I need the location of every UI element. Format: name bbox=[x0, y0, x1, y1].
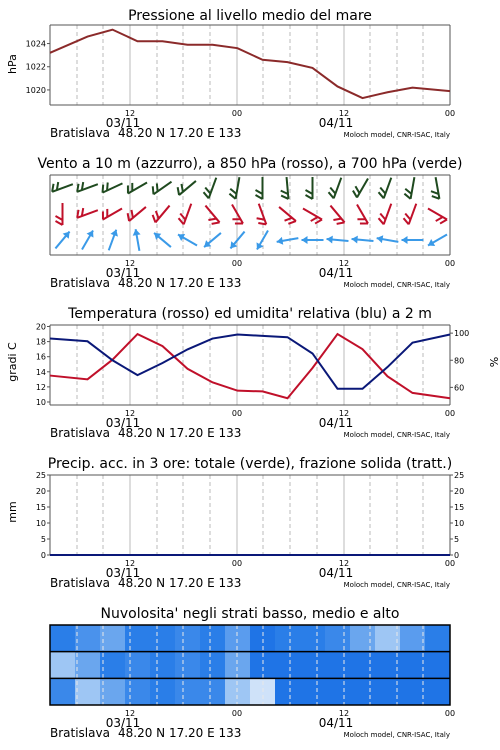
date-label-0411: 04/11 bbox=[318, 266, 354, 280]
cloud-cell bbox=[275, 678, 301, 705]
date-label-0311: 03/11 bbox=[105, 266, 141, 280]
tick-label-12b: 12 bbox=[338, 109, 350, 118]
cloud-cell bbox=[100, 678, 126, 705]
cloud-cell bbox=[300, 625, 326, 652]
cloud-cell bbox=[225, 625, 251, 652]
credit-label: Moloch model, CNR-ISAC, Italy bbox=[343, 581, 450, 589]
ytick-label: 20 bbox=[35, 487, 46, 496]
cloud-cell bbox=[150, 652, 176, 679]
pressure-title: Pressione al livello medio del mare bbox=[128, 8, 372, 24]
tick-label-12b: 12 bbox=[338, 559, 350, 568]
tick-label-12a: 12 bbox=[124, 709, 136, 718]
plot-background bbox=[50, 475, 450, 555]
cloud-cell bbox=[225, 678, 251, 705]
cloud-plot bbox=[50, 625, 451, 705]
cloud-cell bbox=[150, 625, 176, 652]
cloud-cell bbox=[150, 678, 176, 705]
humidity-ylabel: % bbox=[487, 356, 500, 368]
ytick-label: 1022 bbox=[25, 62, 46, 72]
ytick-label-right: 20 bbox=[454, 487, 465, 496]
tick-label-12b: 12 bbox=[338, 709, 350, 718]
plot-background bbox=[50, 25, 450, 105]
cloud-cell bbox=[350, 652, 376, 679]
credit-label: Moloch model, CNR-ISAC, Italy bbox=[343, 281, 450, 289]
wind-plot bbox=[50, 175, 450, 255]
cloud-cell bbox=[400, 678, 426, 705]
tick-label-12a: 12 bbox=[124, 259, 136, 268]
cloud-cell bbox=[125, 625, 151, 652]
cloud-cell bbox=[350, 678, 376, 705]
ytick-label-right: 100 bbox=[454, 329, 470, 339]
tick-label-00a: 00 bbox=[231, 409, 243, 418]
ytick-label: 1024 bbox=[25, 39, 46, 49]
tick-label-12a: 12 bbox=[124, 109, 136, 118]
coords-label: 48.20 N 17.20 E 133 bbox=[118, 576, 242, 590]
pressure-ylabel: hPa bbox=[6, 54, 19, 74]
date-label-0311: 03/11 bbox=[105, 416, 141, 430]
cloud-cell bbox=[50, 625, 76, 652]
cloud-cell bbox=[125, 678, 151, 705]
tick-label-00b: 00 bbox=[444, 259, 456, 268]
cloud-cell bbox=[50, 678, 76, 705]
coords-label: 48.20 N 17.20 E 133 bbox=[118, 126, 242, 140]
cloud-cell bbox=[275, 625, 301, 652]
precipitation-panel bbox=[0, 450, 500, 600]
ytick-label-right: 80 bbox=[454, 356, 465, 366]
ytick-label: 1020 bbox=[25, 85, 46, 95]
cloud-cell bbox=[100, 625, 126, 652]
cloud-cell bbox=[175, 625, 201, 652]
cloud-cell bbox=[400, 652, 426, 679]
ytick-label-right: 10 bbox=[454, 519, 465, 528]
tick-label-12b: 12 bbox=[338, 259, 350, 268]
cloud-cell bbox=[325, 652, 351, 679]
credit-label: Moloch model, CNR-ISAC, Italy bbox=[343, 431, 450, 439]
wind-title: Vento a 10 m (azzurro), a 850 hPa (rosso), a 700 hPa (verde) bbox=[37, 156, 463, 172]
date-label-0311: 03/11 bbox=[105, 116, 141, 130]
ytick-label-right: 15 bbox=[454, 503, 465, 512]
cloud-cell bbox=[275, 652, 301, 679]
wind-panel bbox=[0, 150, 500, 300]
date-label-0411: 04/11 bbox=[318, 416, 354, 430]
pressure-plot bbox=[26, 25, 450, 105]
coords-label: 48.20 N 17.20 E 133 bbox=[118, 276, 242, 290]
cloud-cell bbox=[425, 678, 451, 705]
cloud-cell bbox=[425, 625, 451, 652]
ytick-label: 10 bbox=[35, 519, 46, 528]
cloud-cell bbox=[325, 678, 351, 705]
cloud-cell bbox=[175, 678, 201, 705]
cloud-title: Nuvolosita' negli strati basso, medio e alto bbox=[100, 606, 400, 622]
ytick-label: 20 bbox=[35, 322, 46, 332]
city-label: Bratislava bbox=[50, 126, 110, 140]
tick-label-12a: 12 bbox=[124, 409, 136, 418]
city-label: Bratislava bbox=[50, 426, 110, 440]
cloud-cell bbox=[200, 625, 226, 652]
temperature-title: Temperatura (rosso) ed umidita' relativa (blu) a 2 m bbox=[68, 306, 432, 322]
temperature-ylabel: gradi C bbox=[6, 342, 19, 382]
temperature-panel bbox=[0, 300, 500, 450]
tick-label-00a: 00 bbox=[231, 709, 243, 718]
city-label: Bratislava bbox=[50, 576, 110, 590]
precipitation-title: Precip. acc. in 3 ore: totale (verde), frazione solida (tratt.) bbox=[47, 456, 453, 472]
cloud-cell bbox=[200, 678, 226, 705]
credit-label: Moloch model, CNR-ISAC, Italy bbox=[343, 731, 450, 739]
coords-label: 48.20 N 17.20 E 133 bbox=[118, 426, 242, 440]
tick-label-12a: 12 bbox=[124, 559, 136, 568]
tick-label-00b: 00 bbox=[444, 109, 456, 118]
cloud-panel bbox=[0, 600, 500, 750]
precipitation-plot bbox=[36, 471, 464, 560]
date-label-0311: 03/11 bbox=[105, 716, 141, 730]
date-label-0411: 04/11 bbox=[318, 566, 354, 580]
date-label-0411: 04/11 bbox=[318, 116, 354, 130]
tick-label-00a: 00 bbox=[231, 559, 243, 568]
cloud-cell bbox=[75, 652, 101, 679]
credit-label: Moloch model, CNR-ISAC, Italy bbox=[343, 131, 450, 139]
cloud-cell bbox=[300, 678, 326, 705]
cloud-cell bbox=[175, 652, 201, 679]
cloud-cell bbox=[75, 625, 101, 652]
ytick-label: 25 bbox=[35, 471, 46, 480]
ytick-label: 16 bbox=[35, 352, 46, 362]
tick-label-00a: 00 bbox=[231, 259, 243, 268]
cloud-cell bbox=[300, 652, 326, 679]
tick-label-00b: 00 bbox=[444, 559, 456, 568]
temperature-plot bbox=[36, 323, 469, 407]
cloud-cell bbox=[400, 625, 426, 652]
tick-label-12b: 12 bbox=[338, 409, 350, 418]
cloud-cell bbox=[75, 678, 101, 705]
city-label: Bratislava bbox=[50, 726, 110, 740]
tick-label-00a: 00 bbox=[231, 109, 243, 118]
cloud-cell bbox=[225, 652, 251, 679]
tick-label-00b: 00 bbox=[444, 709, 456, 718]
ytick-label: 10 bbox=[35, 397, 46, 407]
ytick-label-right: 0 bbox=[454, 551, 460, 560]
date-label-0311: 03/11 bbox=[105, 566, 141, 580]
ytick-label: 12 bbox=[35, 382, 46, 392]
ytick-label: 15 bbox=[35, 503, 46, 512]
cloud-cell bbox=[350, 625, 376, 652]
cloud-cell bbox=[125, 652, 151, 679]
ytick-label-right: 5 bbox=[454, 535, 460, 544]
pressure-panel bbox=[0, 0, 500, 150]
ytick-label-right: 25 bbox=[454, 471, 465, 480]
cloud-cell bbox=[100, 652, 126, 679]
cloud-cell bbox=[325, 625, 351, 652]
cloud-cell bbox=[50, 652, 76, 679]
ytick-label: 0 bbox=[40, 551, 46, 560]
city-label: Bratislava bbox=[50, 276, 110, 290]
date-label-0411: 04/11 bbox=[318, 716, 354, 730]
ytick-label-right: 60 bbox=[454, 383, 465, 393]
cloud-cell bbox=[425, 652, 451, 679]
ytick-label: 14 bbox=[35, 367, 46, 377]
ytick-label: 18 bbox=[35, 337, 46, 347]
ytick-label: 5 bbox=[40, 535, 46, 544]
precipitation-ylabel: mm bbox=[6, 501, 19, 523]
coords-label: 48.20 N 17.20 E 133 bbox=[118, 726, 242, 740]
cloud-cell bbox=[200, 652, 226, 679]
tick-label-00b: 00 bbox=[444, 409, 456, 418]
